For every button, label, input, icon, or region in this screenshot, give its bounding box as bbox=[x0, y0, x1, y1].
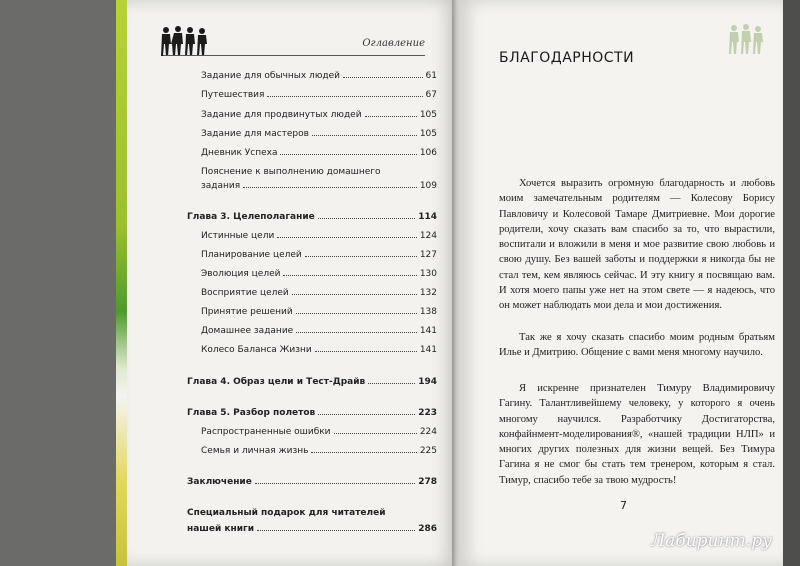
toc-entry: Задание для продвинутых людей 105 bbox=[201, 110, 437, 120]
running-header: Оглавление bbox=[362, 38, 425, 49]
toc-chapter-line1: Специальный подарок для читателей bbox=[187, 508, 386, 518]
toc-entry: Принятие решений 138 bbox=[201, 307, 437, 317]
toc-chapter: нашей книги 286 bbox=[187, 524, 437, 534]
toc-entry: Истинные цели 124 bbox=[201, 231, 437, 241]
left-page bbox=[127, 0, 457, 566]
toc-entry: Колесо Баланса Жизни 141 bbox=[201, 345, 437, 355]
table-of-contents bbox=[127, 0, 457, 566]
toc-chapter: Глава 5. Разбор полетов 223 bbox=[187, 408, 437, 418]
toc-entry: Домашнее задание 141 bbox=[201, 326, 437, 336]
toc-entry: Дневник Успеха 106 bbox=[201, 148, 437, 158]
people-silhouettes-icon bbox=[726, 24, 766, 58]
paragraph: Так же я хочу сказать спасибо моим родным братьям Илье и Дмитрию. Общение с вами меня многому научило. bbox=[499, 332, 775, 359]
toc-chapter: Глава 4. Образ цели и Тест-Драйв 194 bbox=[187, 377, 437, 387]
scan-edge bbox=[783, 0, 800, 566]
toc-entry: Задание для обычных людей 61 bbox=[201, 71, 437, 81]
toc-entry: Распространенные ошибки 224 bbox=[201, 427, 437, 437]
right-page bbox=[458, 0, 783, 566]
toc-entry: Восприятие целей 132 bbox=[201, 288, 437, 298]
toc-entry: Эволюция целей 130 bbox=[201, 269, 437, 279]
paragraph: Я искренне признателен Тимуру Владимировичу Гагину. Талантливейшему человеку, у которого я очень многому научился. Разработчику Достигаторства, конфайнмент-моделирования®, «нашей традиции НЛП» и многих других полезных для жизни вещей. Без Тимура Гагина я не смог бы стать тем тренером, которым я стал. Тимур, спасибо тебе за твою мудрость! bbox=[499, 383, 775, 486]
toc-entry: задания 109 bbox=[201, 181, 437, 191]
paragraph: Хочется выразить огромную благодарность и любовь моим замечательным родителям — Колесову Борису Павловичу и Колесовой Тамаре Дмитриевне. Мои дорогие родители, хочу сказать вам спасибо за то, что вырастили, воспитали и вложили в меня и мое развитие свою любовь и свою душу. Без вашей заботы и поддержки я никогда бы не стал тем, кем являюсь сейчас. И эту книгу я посвящаю вам. И хотя моего папы уже нет на этом свете — я надеюсь, что он может наблюдать мои дела и мои достижения. bbox=[499, 178, 775, 312]
toc-chapter: Глава 3. Целеполагание 114 bbox=[187, 212, 437, 222]
watermark-logo: Лабиринт.ру bbox=[651, 531, 772, 551]
page-title: БЛАГОДАРНОСТИ bbox=[499, 50, 635, 66]
toc-entry: Путешествия 67 bbox=[201, 90, 437, 100]
toc-entry-line1: Пояснение к выполнению домашнего bbox=[201, 167, 381, 177]
toc-entry: Планирование целей 127 bbox=[201, 250, 437, 260]
toc-entry: Семья и личная жизнь 225 bbox=[201, 446, 437, 456]
page-number: 7 bbox=[620, 499, 627, 512]
toc-entry: Задание для мастеров 105 bbox=[201, 129, 437, 139]
toc-chapter: Заключение 278 bbox=[187, 477, 437, 487]
